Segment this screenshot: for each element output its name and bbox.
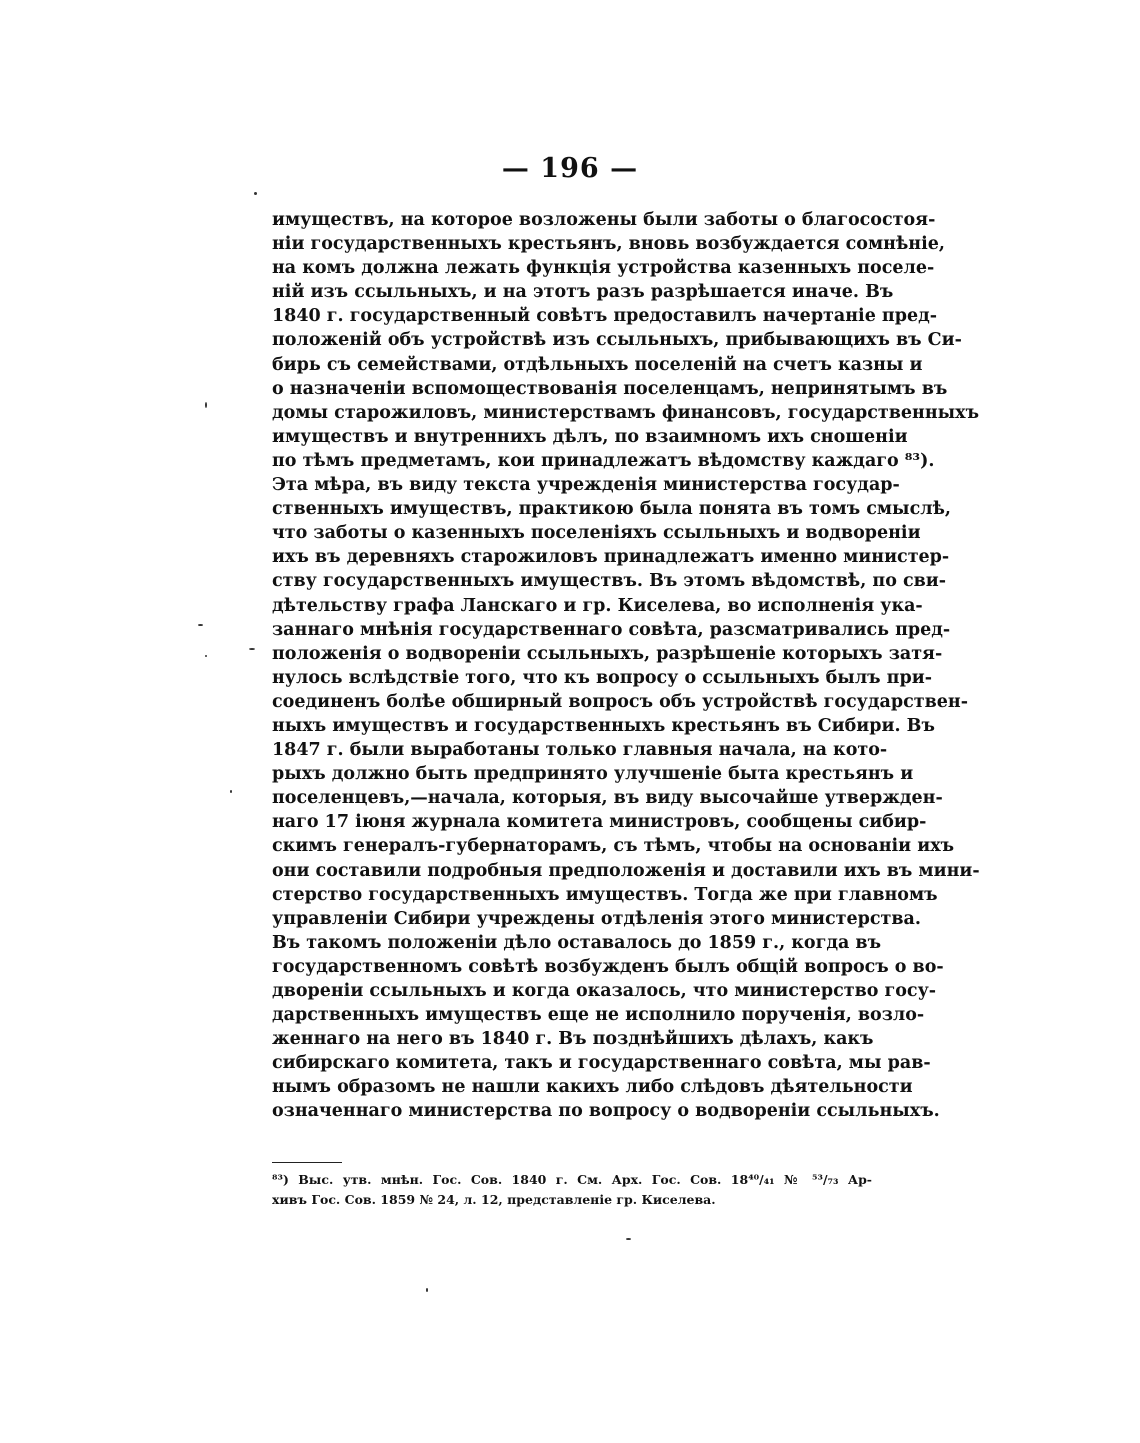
text-line: женнаго на него въ 1840 г. Въ позднѣйшихъ дѣлахъ, какъ bbox=[272, 1029, 874, 1050]
text-line: стерство государственныхъ имуществъ. Тогда же при главномъ bbox=[272, 884, 938, 905]
footnote-block bbox=[272, 1170, 872, 1210]
text-line: дарственныхъ имуществъ еще не исполнило порученiя, возло- bbox=[272, 1005, 925, 1026]
text-line: по тѣмъ предметамъ, кои принадлежатъ вѣдомству каждаго ⁸³). bbox=[272, 450, 935, 471]
text-line: государственномъ совѣтѣ возбужденъ былъ общiй вопросъ о во- bbox=[272, 956, 944, 977]
footnote-line: ⁸³) Выс. утв. мнѣн. Гос. Сов. 1840 г. См. Арх. Гос. Сов. 18⁴⁰/₄₁ № ⁵³/₇₃ Ар- bbox=[272, 1172, 872, 1187]
footnote-divider bbox=[272, 1162, 342, 1163]
text-line: 1847 г. были выработаны только главныя начала, на кото- bbox=[272, 740, 888, 761]
scan-speck bbox=[426, 1288, 428, 1292]
text-line: что заботы о казенныхъ поселенiяхъ ссыльныхъ и водворенiи bbox=[272, 523, 921, 544]
text-line: ству государственныхъ имуществъ. Въ этомъ вѣдомствѣ, по сви- bbox=[272, 571, 947, 592]
text-line: бирь съ семействами, отдѣльныхъ поселенiй на счетъ казны и bbox=[272, 354, 923, 375]
text-line: соединенъ болѣе обширный вопросъ объ устройствѣ государствен- bbox=[272, 691, 968, 712]
text-line: имуществъ и внутреннихъ дѣлъ, по взаимномъ ихъ сношенiи bbox=[272, 426, 908, 447]
text-line: нымъ образомъ не нашли какихъ либо слѣдовъ дѣятельности bbox=[272, 1077, 913, 1098]
text-line: ныхъ имуществъ и государственныхъ крестьянъ въ Сибири. Въ bbox=[272, 715, 935, 736]
text-line: нулось вслѣдствiе того, что къ вопросу о ссыльныхъ былъ при- bbox=[272, 667, 932, 688]
footnote-line: хивъ Гос. Сов. 1859 № 24, л. 12, представленiе гр. Киселева. bbox=[272, 1192, 716, 1207]
text-line: управленiи Сибири учреждены отдѣленiя этого министерства. bbox=[272, 908, 921, 929]
text-line: рыхъ должно быть предпринято улучшенiе быта крестьянъ и bbox=[272, 764, 914, 785]
text-line: нiи государственныхъ крестьянъ, вновь возбуждается сомнѣнiе, bbox=[272, 234, 945, 255]
page-number: — 196 — bbox=[501, 153, 639, 184]
text-line: ихъ въ деревняхъ старожиловъ принадлежатъ именно министер- bbox=[272, 547, 950, 568]
text-line: наго 17 iюня журнала комитета министровъ, сообщены сибир- bbox=[272, 812, 927, 833]
text-line: дворенiи ссыльныхъ и когда оказалось, что министерство госу- bbox=[272, 981, 937, 1001]
scan-speck bbox=[205, 402, 207, 408]
text-line: на комъ должна лежать функцiя устройства казенныхъ поселе- bbox=[272, 258, 935, 279]
text-line: заннаго мнѣнiя государственнаго совѣта, разсматривались пред- bbox=[272, 619, 951, 640]
text-line: 1840 г. государственный совѣтъ предоставилъ начертанiе пред- bbox=[272, 306, 938, 327]
scan-speck bbox=[626, 1238, 631, 1240]
text-line: домы старожиловъ, министерствамъ финансовъ, государственныхъ bbox=[272, 402, 980, 423]
text-line: сибирскаго комитета, такъ и государственнаго совѣта, мы рав- bbox=[272, 1053, 931, 1074]
text-line: они составили подробныя предположенiя и доставили ихъ въ мини- bbox=[272, 860, 980, 881]
scan-speck bbox=[230, 790, 232, 793]
text-line: Эта мѣра, въ виду текста учрежденiя министерства государ- bbox=[272, 475, 900, 496]
text-line: означеннаго министерства по вопросу о водворенiи ссыльныхъ. bbox=[272, 1101, 940, 1122]
scan-speck bbox=[249, 648, 255, 650]
text-line: Въ такомъ положенiи дѣло оставалось до 1859 г., когда въ bbox=[272, 932, 882, 953]
scan-speck bbox=[205, 655, 207, 657]
text-line: о назначенiи вспомоществованiя поселенцамъ, непринятымъ въ bbox=[272, 378, 948, 399]
main-text-block bbox=[272, 208, 980, 1124]
text-line: положенiй объ устройствѣ изъ ссыльныхъ, прибывающихъ въ Си- bbox=[272, 330, 962, 351]
text-line: поселенцевъ,—начала, которыя, въ виду высочайше утвержден- bbox=[272, 788, 943, 809]
text-line: нiй изъ ссыльныхъ, и на этотъ разъ разрѣшается иначе. Въ bbox=[272, 282, 894, 303]
text-line: скимъ генералъ-губернаторамъ, съ тѣмъ, чтобы на основанiи ихъ bbox=[272, 836, 955, 857]
text-line: дѣтельству графа Ланскаго и гр. Киселева, во исполненiя ука- bbox=[272, 595, 923, 616]
text-line: ственныхъ имуществъ, практикою была понята въ томъ смыслѣ, bbox=[272, 499, 951, 520]
scan-speck bbox=[198, 624, 203, 626]
scan-speck bbox=[254, 192, 257, 195]
text-line: положенiя о водворенiи ссыльныхъ, разрѣшенiе которыхъ затя- bbox=[272, 643, 943, 664]
text-line: имуществъ, на которое возложены были заботы о благосостоя- bbox=[272, 210, 936, 230]
